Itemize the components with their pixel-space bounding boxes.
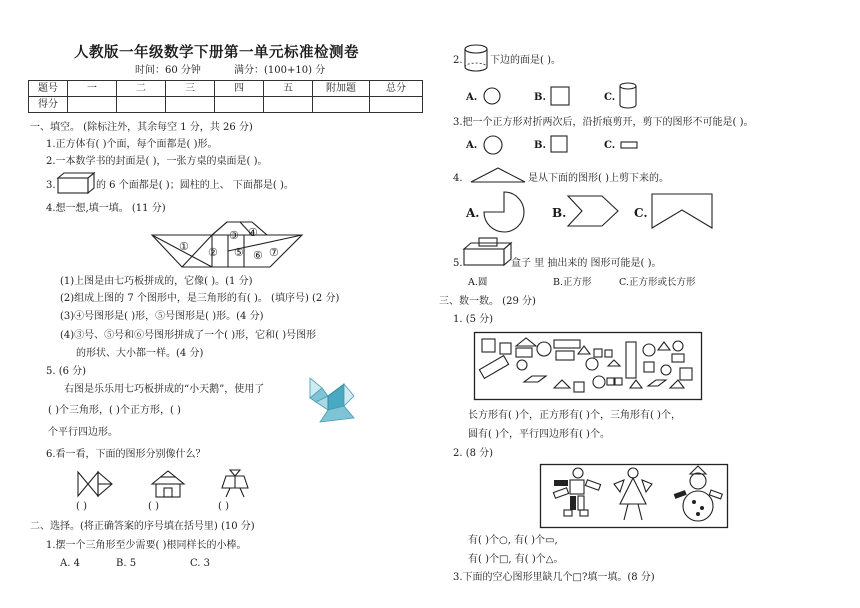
score-cell[interactable] <box>264 97 313 113</box>
s3-q3: 3.下面的空心图形里缺几个□?填一填。(8 分) <box>453 572 655 583</box>
score-cell[interactable] <box>166 97 215 113</box>
s2-q3: 3.把一个正方形对折两次后，沿折痕剪开，剪下的图形不可能是( )。 <box>453 117 754 128</box>
s1-q4-4b: 的形状、大小都一样。(4 分) <box>76 348 204 359</box>
circle-option-icon <box>482 86 502 106</box>
person-figure-icon <box>218 468 254 498</box>
q6-blank-1[interactable]: ( ) <box>76 501 87 512</box>
tangram-swan-figure <box>304 378 354 424</box>
s2-q5-number: 5. <box>453 258 463 269</box>
full-score: 满分：(100+10) 分 <box>234 65 326 76</box>
s2-q2-text: 下边的面是( )。 <box>490 55 561 66</box>
tangram-label-7: ⑦ <box>269 246 279 259</box>
s1-q5-line2: ( )个三角形，( )个正方形，( ) <box>48 405 181 416</box>
tangram-label-1: ① <box>179 240 189 253</box>
time-limit: 时间：60 分钟 <box>135 65 201 76</box>
pacman-shape-icon <box>482 190 526 234</box>
house-notch-shape-icon <box>650 192 714 230</box>
arrow-notch-shape-icon <box>566 194 620 228</box>
score-table-score-row <box>29 97 423 113</box>
s1-q6: 6.看一看，下面的图形分别像什么？ <box>46 449 206 460</box>
table-cell: 总分 <box>370 81 423 97</box>
box-figure-icon <box>463 237 513 267</box>
table-cell: 二 <box>117 81 166 97</box>
circle-option-icon <box>482 134 504 156</box>
s1-q3-number: 3. <box>46 180 56 191</box>
house-figure-icon <box>150 470 186 498</box>
table-cell: 附加题 <box>313 81 370 97</box>
shapes-counting-box <box>474 332 702 400</box>
score-cell[interactable] <box>117 97 166 113</box>
s1-q5-line1: 右图是乐乐用七巧板拼成的“小天鹅”，使用了 <box>64 384 265 395</box>
table-cell: 一 <box>68 81 117 97</box>
s2-q3-option-a[interactable]: A. <box>466 140 478 151</box>
q6-blank-3[interactable]: ( ) <box>218 501 229 512</box>
s3-q1-line2: 圆有( )个，平行四边形有( )个。 <box>468 429 610 440</box>
s1-q1: 1.正方体有( )个面，每个面都是( )形。 <box>46 139 218 150</box>
s2-q4-option-c[interactable]: C. <box>634 206 648 220</box>
table-cell: 四 <box>215 81 264 97</box>
s2-q3-option-b[interactable]: B. <box>534 140 546 151</box>
section2-heading: 二、选择。(将正确答案的序号填在括号里) (10 分) <box>30 521 255 532</box>
tangram-label-3: ③ <box>229 229 239 242</box>
tangram-label-5: ⑤ <box>234 246 244 259</box>
s1-q4-2: (2)组成上图的 7 个图形中，是三角形的有( )。 (填序号) (2 分) <box>60 293 340 304</box>
score-cell[interactable] <box>215 97 264 113</box>
s2-q3-option-c[interactable]: C. <box>604 140 616 151</box>
s2-q4-option-b[interactable]: B. <box>552 206 567 220</box>
s2-q2-option-b[interactable]: B. <box>534 92 546 103</box>
s2-q5-option-a[interactable]: A.圆 <box>468 277 488 288</box>
rectangle-option-icon <box>620 140 640 150</box>
cylinder-option-icon <box>618 82 638 110</box>
s2-q4-text: 是从下面的图形( )上剪下来的。 <box>528 173 669 184</box>
tangram-label-4: ④ <box>248 226 258 239</box>
s3-q2: 2. (8 分) <box>453 448 494 459</box>
s2-q4-number: 4. <box>453 173 463 184</box>
s2-q2-number: 2. <box>453 55 463 66</box>
score-cell[interactable] <box>68 97 117 113</box>
s3-q2-line2: 有( )个□, 有( )个△。 <box>468 554 564 565</box>
s2-q2-option-c[interactable]: C. <box>604 92 616 103</box>
s1-q4: 4.想一想,填一填。 (11 分) <box>46 203 166 214</box>
s2-q1-option-b[interactable]: B. 5 <box>116 558 137 569</box>
tangram-boat-figure <box>152 222 302 268</box>
figures-counting-box <box>540 464 728 528</box>
table-cell: 五 <box>264 81 313 97</box>
table-cell: 题号 <box>29 81 68 97</box>
square-option-icon <box>550 86 570 106</box>
s3-q2-line1: 有( )个○, 有( )个▭, <box>468 535 558 546</box>
s1-q3-text: 的 6 个面都是( )；圆柱的上、 下面都是( )。 <box>96 180 294 191</box>
s2-q1-option-c[interactable]: C. 3 <box>190 558 211 569</box>
triangle-piece-icon <box>470 166 526 184</box>
s1-q4-4a: (4)③号、⑤号和⑥号图形拼成了一个( )形，它和( )号图形 <box>60 330 317 341</box>
fish-figure-icon <box>78 470 114 498</box>
cylinder-icon <box>463 44 489 72</box>
s1-q5-line3: 个平行四边形。 <box>48 427 118 438</box>
s2-q5-text: 盒子 里 抽出来的 图形可能是( )。 <box>511 258 662 269</box>
tangram-label-6: ⑥ <box>253 249 263 262</box>
s1-q4-1: (1)上图是由七巧板拼成的，它像( )。(1 分) <box>60 276 253 287</box>
score-cell[interactable] <box>370 97 423 113</box>
s2-q1-option-a[interactable]: A. 4 <box>60 558 80 569</box>
s2-q1: 1.摆一个三角形至少需要( )根同样长的小棒。 <box>46 540 247 551</box>
s2-q2-option-a[interactable]: A. <box>466 92 478 103</box>
s2-q5-option-c[interactable]: C.正方形或长方形 <box>619 277 696 288</box>
s2-q5-option-b[interactable]: B.正方形 <box>553 277 592 288</box>
section1-heading: 一、填空。 (除标注外，其余每空 1 分，共 26 分) <box>30 122 253 133</box>
square-option-icon <box>550 135 570 155</box>
cuboid-icon <box>56 172 96 194</box>
tangram-label-2: ② <box>208 246 218 259</box>
s2-q4-option-a[interactable]: A. <box>466 206 480 220</box>
score-table-header-row <box>29 81 423 97</box>
section3-heading: 三、数一数。 (29 分) <box>439 296 536 307</box>
s1-q5: 5. (6 分) <box>46 366 87 377</box>
table-cell: 三 <box>166 81 215 97</box>
score-table <box>28 80 423 113</box>
page-title: 人教版一年级数学下册第一单元标准检测卷 <box>74 44 359 61</box>
table-cell: 得分 <box>29 97 68 113</box>
s3-q1-line1: 长方形有( )个，正方形有( )个，三角形有( )个， <box>468 410 681 421</box>
s1-q4-3: (3)④号图形是( )形，⑤号图形是( )形。(4 分) <box>60 311 264 322</box>
s1-q2: 2.一本数学书的封面是( )，一张方桌的桌面是( )。 <box>46 156 268 167</box>
s3-q1: 1. (5 分) <box>453 314 494 325</box>
score-cell[interactable] <box>313 97 370 113</box>
q6-blank-2[interactable]: ( ) <box>148 501 159 512</box>
